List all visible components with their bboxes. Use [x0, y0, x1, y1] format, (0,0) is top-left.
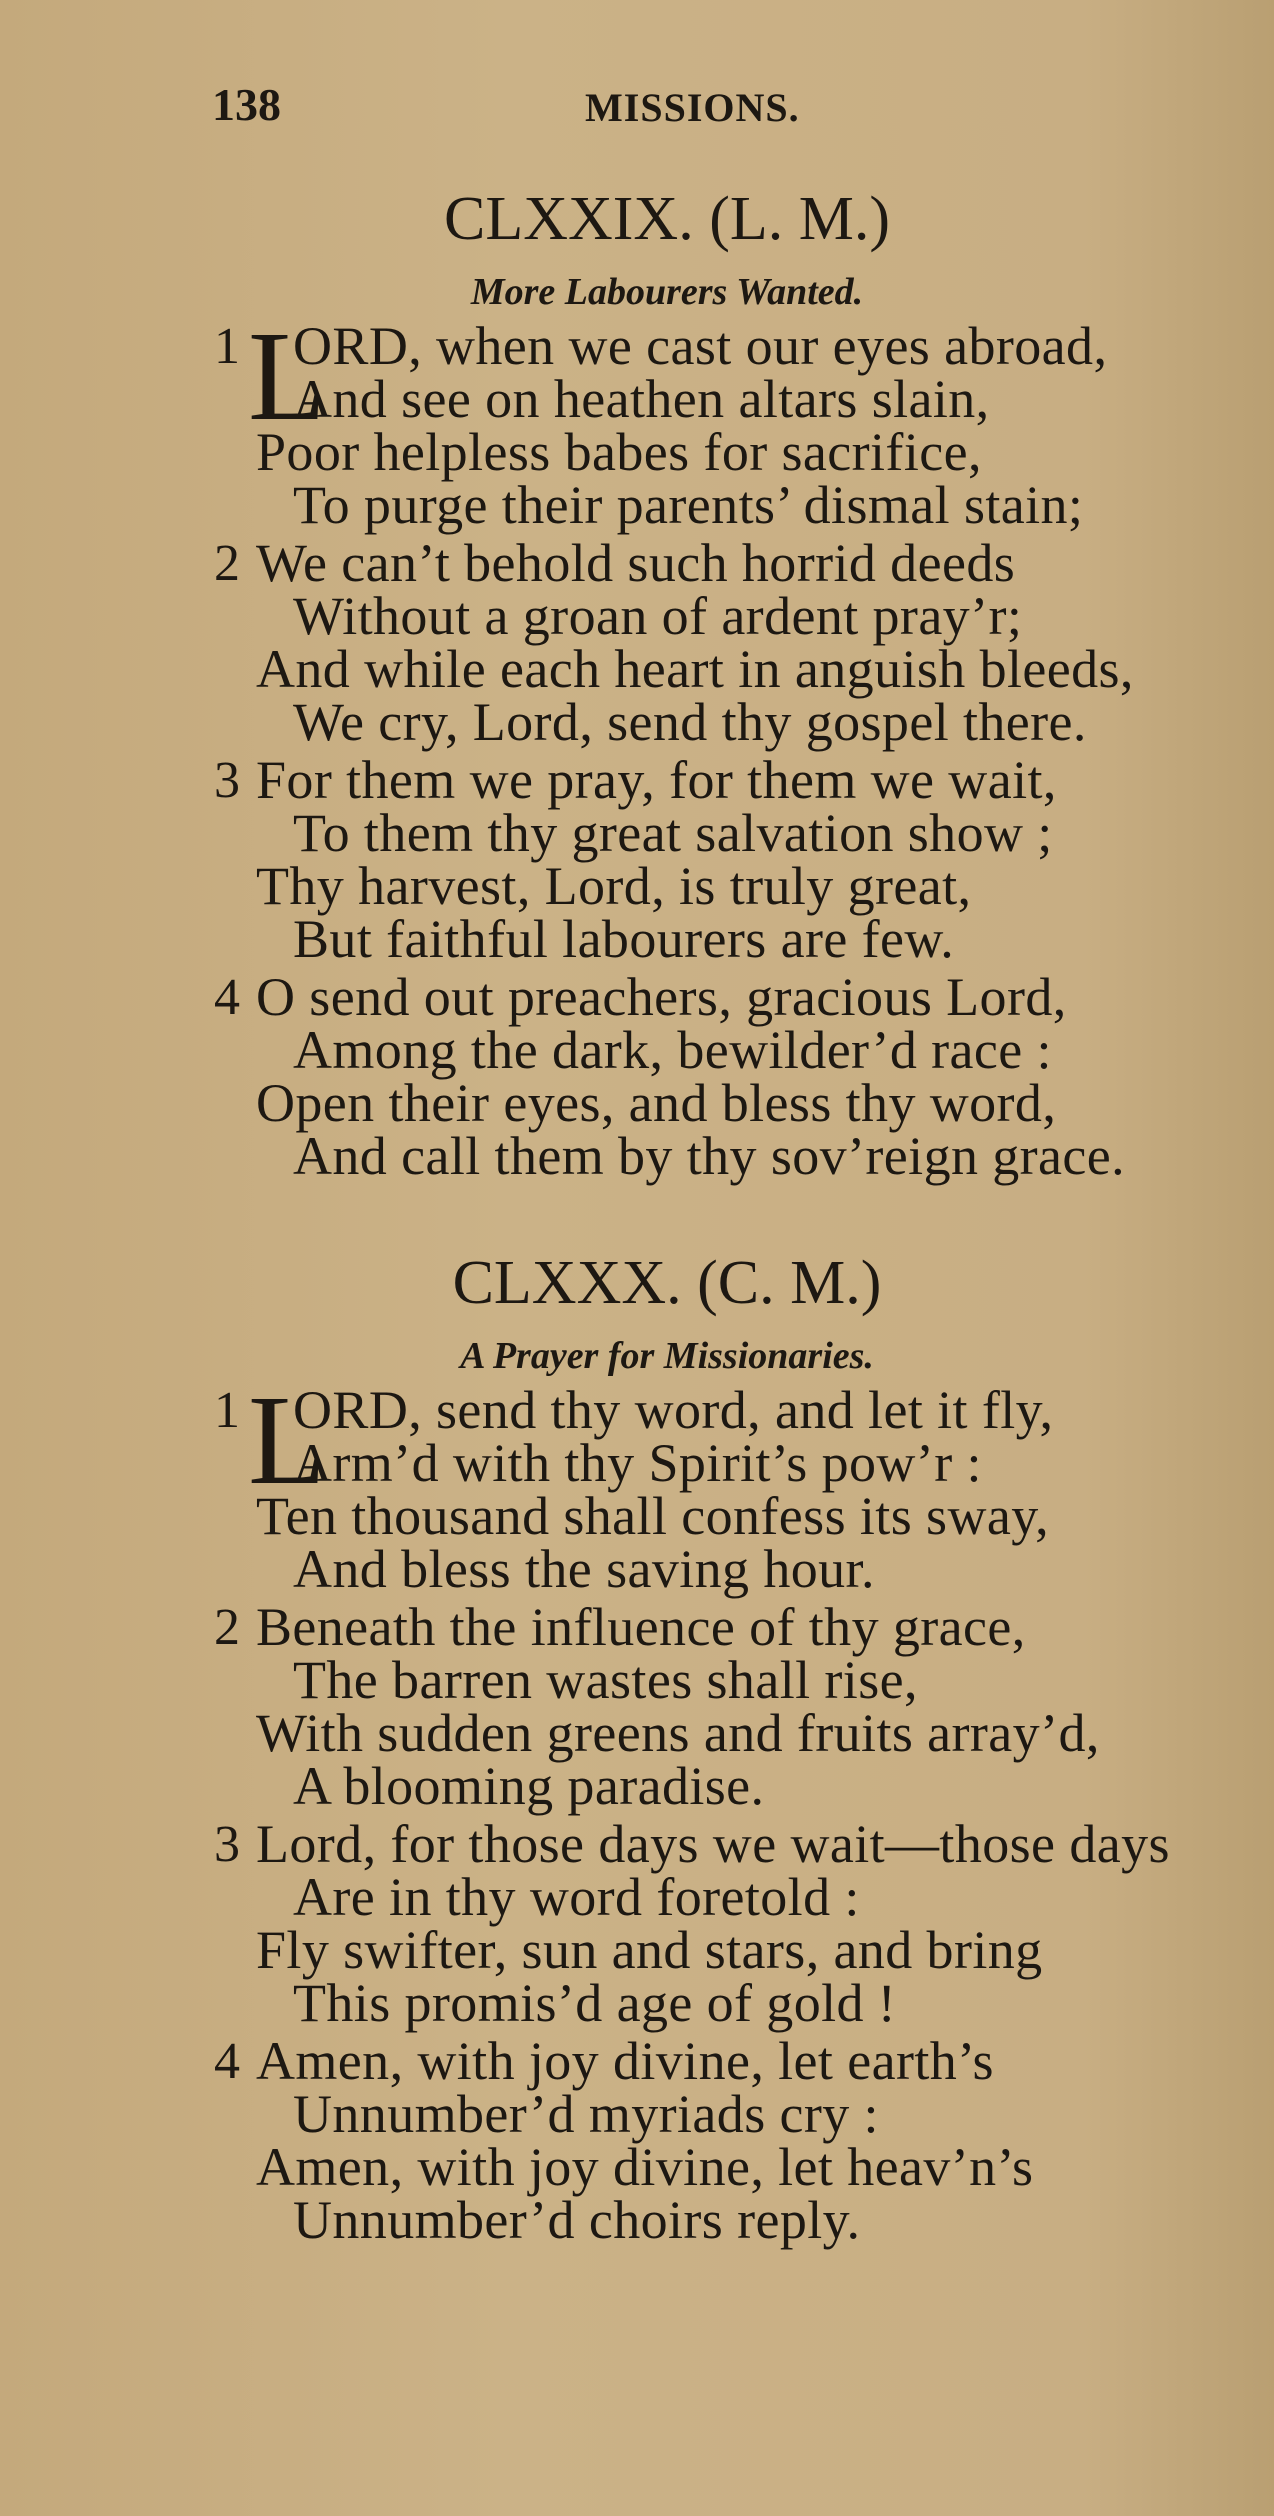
verse-line: Are in thy word foretold :	[293, 1867, 860, 1927]
verse-line: Beneath the influence of thy grace,	[256, 1597, 1026, 1657]
verse-line: And while each heart in anguish bleeds,	[256, 639, 1134, 699]
verse-line: Arm’d with thy Spirit’s pow’r :	[293, 1433, 982, 1493]
verse-line: Lord, for those days we wait—those days	[256, 1814, 1170, 1874]
verse-line: And bless the saving hour.	[293, 1539, 875, 1599]
verse-line: And see on heathen altars slain,	[293, 369, 990, 429]
hymn-title: CLXXX. (C. M.)	[452, 1249, 882, 1317]
verse-line: A blooming paradise.	[293, 1756, 765, 1816]
drop-cap: L	[248, 305, 327, 447]
drop-cap: L	[248, 1369, 327, 1511]
verse-number: 3	[214, 752, 240, 809]
verse-line: To them thy great salvation show ;	[293, 803, 1053, 863]
hymn-subtitle: More Labourers Wanted.	[470, 271, 864, 313]
verse-line: But faithful labourers are few.	[293, 909, 955, 969]
verse-number: 4	[214, 969, 240, 1026]
verse-line: We cry, Lord, send thy gospel there.	[293, 692, 1087, 752]
verse-line: Fly swifter, sun and stars, and bring	[256, 1920, 1043, 1980]
verse-line: We can’t behold such horrid deeds	[256, 533, 1016, 593]
verse-number: 1	[214, 1382, 240, 1439]
verse-line: ORD, send thy word, and let it fly,	[293, 1380, 1054, 1440]
verse-line: For them we pray, for them we wait,	[256, 750, 1057, 810]
hymn-subtitle: A Prayer for Missionaries.	[460, 1335, 874, 1377]
verse-line: Poor helpless babes for sacrifice,	[256, 422, 982, 482]
verse-line: Without a groan of ardent pray’r;	[293, 586, 1023, 646]
running-head: MISSIONS.	[585, 85, 800, 130]
verse-number: 2	[214, 1599, 240, 1656]
verse-line: The barren wastes shall rise,	[293, 1650, 918, 1710]
verse-line: This promis’d age of gold !	[293, 1973, 897, 2033]
verse-number: 2	[214, 535, 240, 592]
verse-number: 3	[214, 1816, 240, 1873]
hymn-title: CLXXIX. (L. M.)	[444, 185, 890, 253]
verse-line: Open their eyes, and bless thy word,	[256, 1073, 1057, 1133]
verse-line: Thy harvest, Lord, is truly great,	[256, 856, 972, 916]
verse-line: O send out preachers, gracious Lord,	[256, 967, 1067, 1027]
verse-line: To purge their parents’ dismal stain;	[293, 475, 1084, 535]
verse-line: Amen, with joy divine, let heav’n’s	[256, 2137, 1034, 2197]
verse-line: Among the dark, bewilder’d race :	[293, 1020, 1052, 1080]
verse-line: And call them by thy sov’reign grace.	[293, 1126, 1126, 1186]
verse-number: 4	[214, 2033, 240, 2090]
verse-line: ORD, when we cast our eyes abroad,	[293, 316, 1108, 376]
verse-line: Ten thousand shall confess its sway,	[256, 1486, 1049, 1546]
verse-line: Unnumber’d myriads cry :	[293, 2084, 879, 2144]
page-number: 138	[212, 79, 281, 130]
verse-line: Amen, with joy divine, let earth’s	[256, 2031, 994, 2091]
verse-line: With sudden greens and fruits array’d,	[256, 1703, 1100, 1763]
verse-line: Unnumber’d choirs reply.	[293, 2190, 861, 2250]
verse-number: 1	[214, 318, 240, 375]
